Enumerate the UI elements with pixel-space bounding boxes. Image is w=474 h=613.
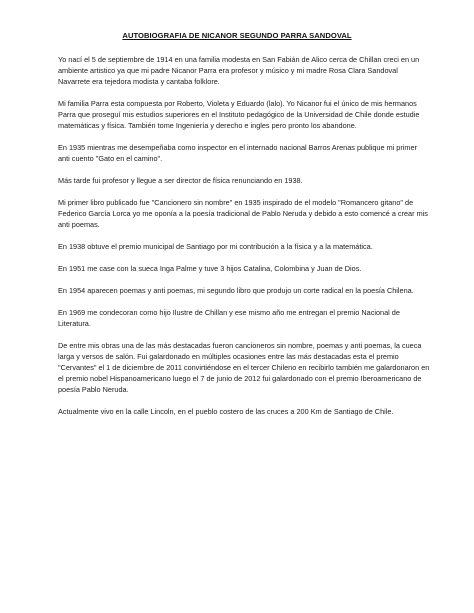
paragraph-municipal-prize: En 1938 obtuve el premio municipal de Santiago por mi contribución a la física y a la matemática. xyxy=(58,242,373,251)
paragraph-marriage: En 1951 me case con la sueca Inga Palme y tuve 3 hijos Catalina, Colombina y Juan de Dios. xyxy=(58,264,362,273)
paragraph-honors: En 1969 me condecoran como hijo Ilustre de Chillan y ese mismo año me entregan el premio Nacional de Literatura. xyxy=(58,308,400,328)
paragraph-first-story: En 1935 mientras me desempeñaba como inspector en el internado nacional Barros Arenas publique mi primer anti cuento "Gato en el camino". xyxy=(58,143,417,163)
paragraph-family: Mi familia Parra esta compuesta por Roberto, Violeta y Eduardo (lalo). Yo Nicanor fui el único de mis hermanos Parra que proseguí mis estudios superiores en el Instituto pedagógico de la Universidad de Chile donde estudie matemáticas y física. También tome Ingeniería y derecho e ingles pero pronto los abandone. xyxy=(58,99,420,130)
paragraph-birth: Yo nací el 5 de septiembre de 1914 en una familia modesta en San Fabián de Alico cerca de Chillan creci en un ambiente artistico ya que mi padre Nicanor Parra era profesor y músico y mi madre Rosa Clara Sandoval Navarrete era tejedora modista y cantaba folklore. xyxy=(58,55,420,86)
paragraph-first-book: Mi primer libro publicado fue "Cancionero sin nombre" en 1935 inspirado de el modelo "Romancero gitano" de Federico García Lorca yo me oponía a la poesía tradicional de Pablo Neruda y debido a esto comencé a crear mis anti poemas. xyxy=(58,198,428,229)
paragraph-works-awards: De entre mis obras una de las más destacadas fueron cancioneros sin nombre, poemas y anti poemas, la cueca larga y versos de salón. Fui galardonado en múltiples ocasiones entre las más destacadas esta el premio "Cervantes" el 1 de diciembre de 2011 convirtiéndose en el tercer Chileno en recibirlo también me galardonaron en el premio nobel Hispanoamericano luego el 7 de junio de 2012 fui galardonado con el premio Iberoamericano de poesía Pablo Neruda. xyxy=(58,341,430,394)
document-title: AUTOBIOGRAFIA DE NICANOR SEGUNDO PARRA SANDOVAL xyxy=(122,31,352,40)
paragraph-current-residence: Actualmente vivo en la calle Lincoln, en el pueblo costero de las cruces a 200 Km de Santiago de Chile. xyxy=(58,407,394,416)
document-body xyxy=(58,54,430,428)
paragraph-professor: Más tarde fui profesor y llegue a ser director de física renunciando en 1938. xyxy=(58,176,303,185)
paragraph-second-book: En 1954 aparecen poemas y anti poemas, mi segundo libro que produjo un corte radical en la poesía Chilena. xyxy=(58,286,414,295)
